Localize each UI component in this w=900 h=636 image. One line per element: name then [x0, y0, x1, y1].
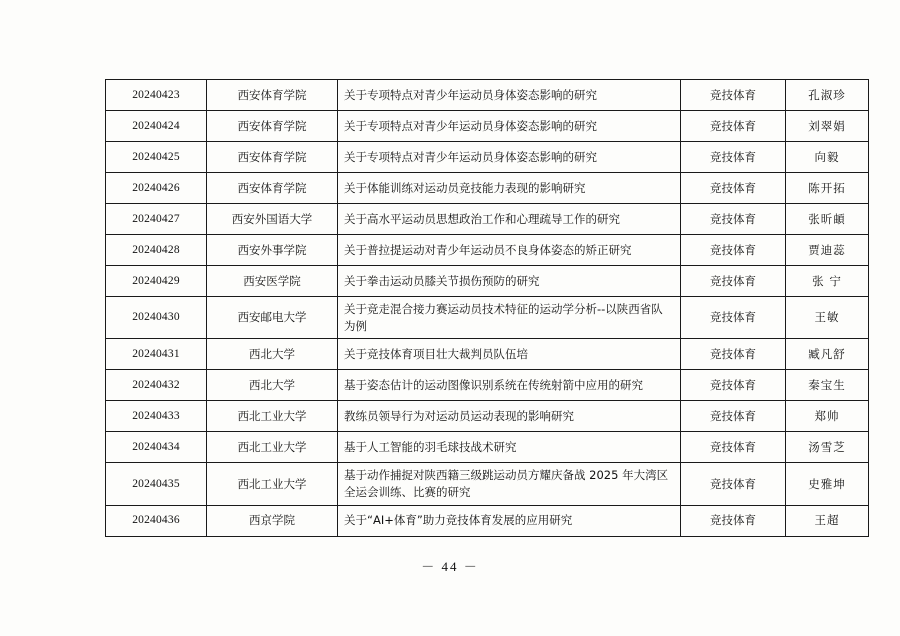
cell-title: 关于拳击运动员膝关节损伤预防的研究 [338, 266, 681, 297]
cell-org: 西北工业大学 [207, 401, 338, 432]
cell-category: 竞技体育 [681, 370, 786, 401]
table-row [106, 505, 869, 536]
cell-title: 关于竞走混合接力赛运动员技术特征的运动学分析--以陕西省队为例 [338, 297, 681, 339]
table-row [106, 432, 869, 463]
cell-category: 竞技体育 [681, 204, 786, 235]
table-row [106, 111, 869, 142]
cell-title: 基于人工智能的羽毛球技战术研究 [338, 432, 681, 463]
cell-title: 关于体能训练对运动员竞技能力表现的影响研究 [338, 173, 681, 204]
cell-org: 西安邮电大学 [207, 297, 338, 339]
cell-title: 基于姿态估计的运动图像识别系统在传统射箭中应用的研究 [338, 370, 681, 401]
table-row [106, 339, 869, 370]
table-row [106, 370, 869, 401]
cell-title: 关于普拉提运动对青少年运动员不良身体姿态的矫正研究 [338, 235, 681, 266]
cell-code: 20240431 [106, 339, 207, 370]
cell-title: 关于竞技体育项目壮大裁判员队伍培 [338, 339, 681, 370]
table-row [106, 266, 869, 297]
cell-code: 20240434 [106, 432, 207, 463]
cell-code: 20240425 [106, 142, 207, 173]
cell-org: 西安外国语大学 [207, 204, 338, 235]
cell-code: 20240427 [106, 204, 207, 235]
cell-category: 竞技体育 [681, 339, 786, 370]
cell-title: 关于专项特点对青少年运动员身体姿态影响的研究 [338, 111, 681, 142]
table-row [106, 173, 869, 204]
cell-person: 张 宁 [786, 266, 869, 297]
cell-org: 西北大学 [207, 339, 338, 370]
cell-category: 竞技体育 [681, 111, 786, 142]
page-number: － 44 － [421, 559, 479, 574]
cell-category: 竞技体育 [681, 235, 786, 266]
table-body [106, 80, 869, 537]
cell-org: 西安体育学院 [207, 111, 338, 142]
cell-org: 西北工业大学 [207, 432, 338, 463]
cell-category: 竞技体育 [681, 80, 786, 111]
cell-title: 基于动作捕捉对陕西籍三级跳运动员方耀庆备战 2025 年大湾区全运会训练、比赛的研究 [338, 463, 681, 505]
cell-person: 臧凡舒 [786, 339, 869, 370]
cell-org: 西安体育学院 [207, 173, 338, 204]
cell-code: 20240433 [106, 401, 207, 432]
cell-code: 20240435 [106, 463, 207, 505]
cell-category: 竞技体育 [681, 173, 786, 204]
table-row [106, 463, 869, 505]
cell-category: 竞技体育 [681, 266, 786, 297]
cell-person: 张昕頔 [786, 204, 869, 235]
cell-title: 关于专项特点对青少年运动员身体姿态影响的研究 [338, 142, 681, 173]
cell-person: 秦宝生 [786, 370, 869, 401]
cell-category: 竞技体育 [681, 432, 786, 463]
table-row [106, 401, 869, 432]
cell-category: 竞技体育 [681, 463, 786, 505]
cell-person: 贾迪蕊 [786, 235, 869, 266]
cell-code: 20240428 [106, 235, 207, 266]
cell-category: 竞技体育 [681, 297, 786, 339]
cell-code: 20240426 [106, 173, 207, 204]
cell-title: 关于高水平运动员思想政治工作和心理疏导工作的研究 [338, 204, 681, 235]
cell-org: 西京学院 [207, 505, 338, 536]
cell-person: 史雅坤 [786, 463, 869, 505]
cell-person: 汤雪芝 [786, 432, 869, 463]
table-row [106, 80, 869, 111]
cell-org: 西安体育学院 [207, 142, 338, 173]
cell-title: 关于专项特点对青少年运动员身体姿态影响的研究 [338, 80, 681, 111]
cell-person: 郑帅 [786, 401, 869, 432]
cell-category: 竞技体育 [681, 142, 786, 173]
cell-title: 教练员领导行为对运动员运动表现的影响研究 [338, 401, 681, 432]
cell-title: 关于“AI+体育”助力竞技体育发展的应用研究 [338, 505, 681, 536]
cell-org: 西北大学 [207, 370, 338, 401]
table-row [106, 204, 869, 235]
cell-person: 孔淑珍 [786, 80, 869, 111]
cell-code: 20240429 [106, 266, 207, 297]
cell-code: 20240423 [106, 80, 207, 111]
cell-category: 竞技体育 [681, 401, 786, 432]
cell-org: 西安体育学院 [207, 80, 338, 111]
cell-org: 西安医学院 [207, 266, 338, 297]
cell-person: 王敏 [786, 297, 869, 339]
cell-person: 向毅 [786, 142, 869, 173]
cell-code: 20240430 [106, 297, 207, 339]
cell-code: 20240432 [106, 370, 207, 401]
cell-org: 西北工业大学 [207, 463, 338, 505]
cell-person: 刘翠娟 [786, 111, 869, 142]
cell-person: 陈开拓 [786, 173, 869, 204]
cell-code: 20240436 [106, 505, 207, 536]
cell-org: 西安外事学院 [207, 235, 338, 266]
project-list-table [105, 79, 869, 537]
table-row [106, 235, 869, 266]
cell-code: 20240424 [106, 111, 207, 142]
table-row [106, 142, 869, 173]
table-row [106, 297, 869, 339]
cell-category: 竞技体育 [681, 505, 786, 536]
cell-person: 王超 [786, 505, 869, 536]
